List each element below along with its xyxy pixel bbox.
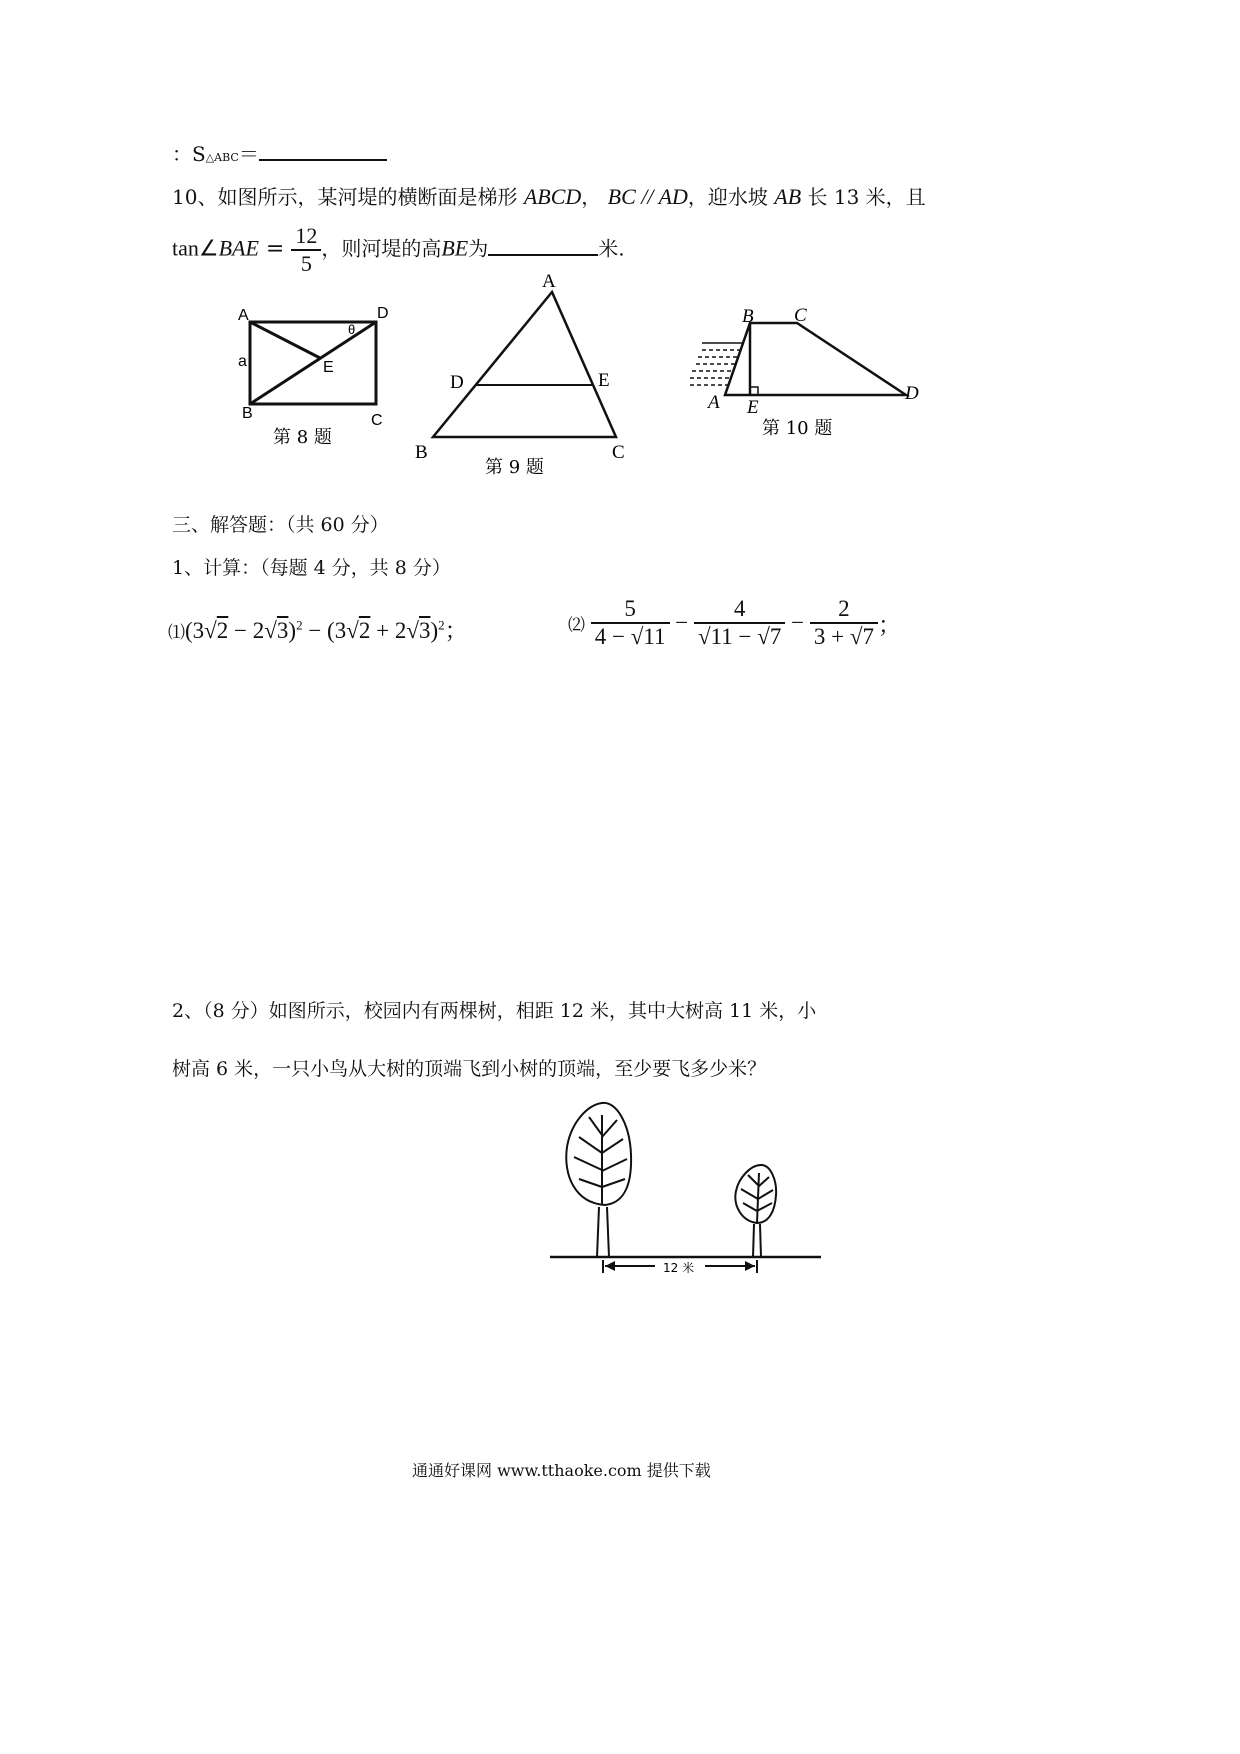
q1-part2-end: ； (877, 612, 901, 638)
big-tree-icon (566, 1103, 631, 1257)
q2-line1: 2、（8 分）如图所示，校园内有两棵树，相距 12 米，其中大树高 11 米，小 (172, 1000, 817, 1022)
answer-blank-q9[interactable] (259, 139, 387, 161)
q10-text-b: ，迎水坡 (687, 185, 768, 209)
fig8-diagonal-bd (250, 322, 376, 404)
q10-ab: AB (774, 184, 802, 209)
distance-label: 12 米 (663, 1261, 695, 1275)
fig9-label-b: B (415, 442, 428, 463)
figure-8 (230, 300, 410, 460)
fig8-segment-ae (250, 322, 320, 358)
q9-prefix: ：S (172, 142, 206, 166)
q1-part1: ⑴(3√2 − $2√3)^2 - (3√2 + 2√3)^2$； (168, 617, 468, 643)
q1-part1-label: ⑴ (168, 623, 185, 642)
q10-be: BE (441, 235, 469, 261)
q10-eq: = (258, 236, 292, 262)
q1-title: 1、计算：（每题 4 分，共 8 分） (172, 557, 451, 579)
q9-sub: △ABC (205, 151, 239, 164)
fig10-label-a: A (708, 392, 720, 413)
fig9-triangle (433, 292, 616, 437)
fig10-label-e: E (747, 397, 759, 418)
q1-part2-frac3-num: 2 (838, 596, 850, 621)
q2-line2: 树高 6 米，一只小鸟从大树的顶端飞到小树的顶端，至少要飞多少米？ (172, 1058, 767, 1080)
fig8-caption: 第 8 题 (273, 427, 332, 448)
q1-part2-frac1-den: 4 − √11 (591, 622, 670, 650)
fig9-label-d: D (450, 372, 464, 393)
fig9-label-e: E (598, 370, 610, 391)
q10-text-f: 米. (598, 236, 625, 261)
fig8-label-theta: θ (348, 322, 356, 337)
q9-eq: ＝ (238, 142, 259, 166)
fig10-water (690, 343, 742, 385)
q10-text-e: 为 (468, 236, 489, 261)
footer-text: 通通好课网 www.tthaoke.com 提供下载 (412, 1461, 711, 1480)
q1-part2-frac1-num: 5 (624, 596, 636, 621)
q10-text-d: ，则河堤的高 (321, 236, 442, 261)
q1-part2: ⑵ $\frac{5}{4 - √11}$ − $\frac{4}{√11 - √7}$ − $\frac{2}{3 + √7}$ ； (568, 596, 901, 649)
fig9-label-c: C (612, 442, 625, 463)
q1-part2-frac3 (810, 596, 878, 650)
q10-text-c: 长 13 米，且 (807, 185, 926, 209)
q1-part2-frac2-den: √11 − √7 (694, 622, 785, 650)
figure-10 (680, 300, 940, 450)
fig8-label-b: B (242, 405, 253, 422)
fig8-label-side-a: a (238, 353, 247, 370)
small-tree-icon (735, 1165, 776, 1257)
q10-fraction (291, 223, 321, 277)
fig10-label-c: C (794, 305, 807, 326)
fig9-label-a: A (542, 271, 556, 292)
q10-text-a: 10、如图所示，某河堤的横断面是梯形 (172, 185, 518, 209)
q10-bae: BAE (218, 235, 259, 261)
fig10-label-d: D (905, 383, 919, 404)
q10-bc-ad: BC // AD (607, 184, 688, 209)
fig10-trapezoid (725, 323, 906, 395)
q1-part2-frac3-den: 3 + √7 (810, 622, 878, 650)
fig9-caption: 第 9 题 (485, 457, 544, 478)
q10-line1 (172, 181, 926, 210)
q10-sep: ， (581, 185, 602, 209)
q1-part2-label: ⑵ (568, 615, 585, 635)
figure-9 (405, 265, 650, 480)
fig8-label-c: C (371, 412, 383, 429)
q1-part2-frac2 (694, 596, 785, 650)
fig10-caption: 第 10 题 (762, 418, 833, 439)
answer-blank-q10[interactable] (488, 234, 598, 256)
q10-frac-num: 12 (295, 223, 318, 248)
q1-part2-frac2-num: 4 (733, 596, 746, 621)
fig10-label-b: B (742, 306, 754, 327)
section-3-title: 三、解答题：（共 60 分） (172, 514, 389, 536)
fig8-label-a: A (238, 307, 249, 324)
trees-figure (545, 1095, 830, 1295)
fig8-label-e: E (323, 359, 334, 376)
q10-frac-den: 5 (291, 249, 321, 277)
q9-area-line (172, 138, 387, 167)
q10-abcd: ABCD (523, 184, 582, 209)
q1-part2-frac1 (591, 596, 670, 650)
q10-tan: tan∠ (172, 235, 219, 261)
fig8-label-d: D (377, 305, 389, 322)
